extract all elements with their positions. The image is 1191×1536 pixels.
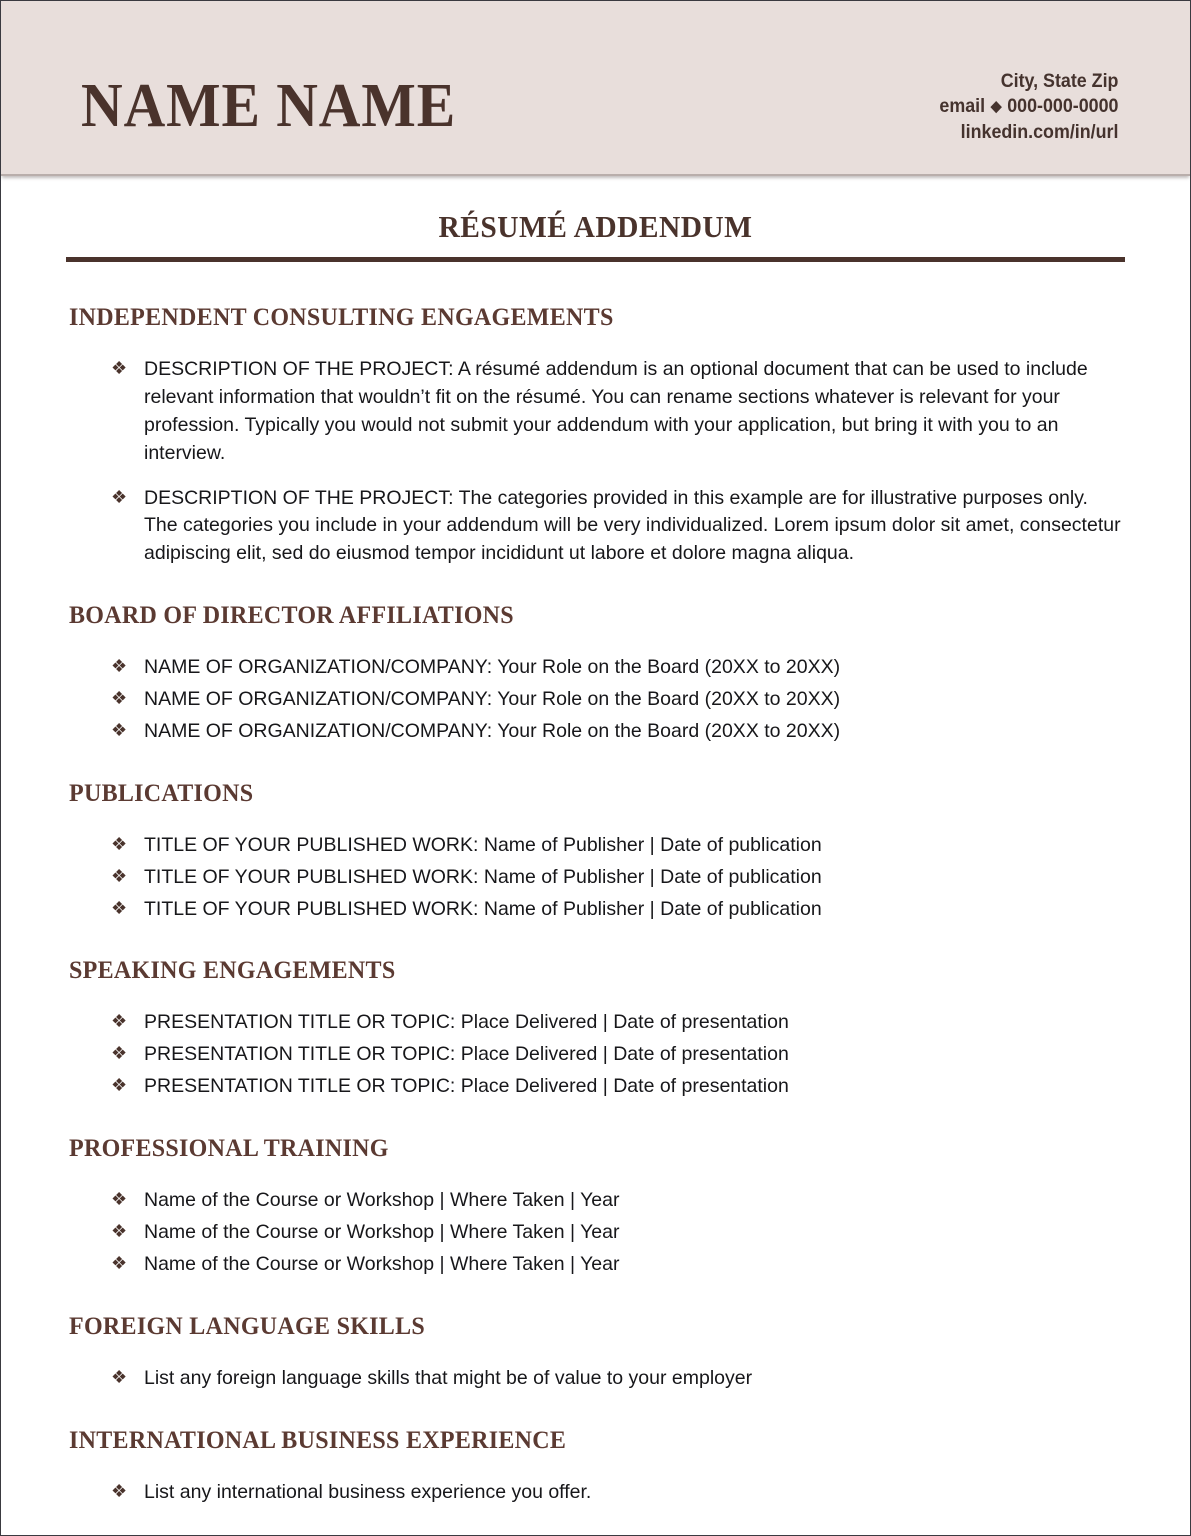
list-item-text: PRESENTATION TITLE OR TOPIC: Place Delivered | Date of presentation — [144, 1011, 789, 1034]
section — [69, 602, 1122, 746]
bullet-list — [69, 1187, 1122, 1279]
title-divider — [66, 257, 1125, 262]
list-item — [69, 1187, 1122, 1215]
list-item — [69, 686, 1122, 714]
section — [69, 1427, 1122, 1507]
list-item — [69, 1219, 1122, 1247]
contact-phone[interactable]: 000-000-0000 — [1006, 96, 1118, 118]
bullet-list — [69, 654, 1122, 746]
list-item-text: DESCRIPTION OF THE PROJECT: The categories provided in this example are for illustrative purposes only. The categories you include in your addendum will be very individualized. Lorem ipsum dolor sit amet, consectetur adipiscing elit, sed do eiusmod tempor incididunt ut labore et dolore magna aliqua. — [144, 486, 1121, 565]
list-item — [69, 1479, 1122, 1507]
list-item-text: DESCRIPTION OF THE PROJECT: A résumé addendum is an optional document that can be used to include relevant information that wouldn’t fit on the résumé. You can rename sections whatever is relevant for your profession. Typically you would not submit your addendum with your application, but bring it with you to an interview. — [144, 358, 1088, 464]
diamond-bullet-icon: ❖ — [111, 897, 128, 918]
page-title: NAME NAME — [81, 72, 457, 140]
document-title: RÉSUMÉ ADDENDUM — [438, 209, 753, 244]
list-item-text: PRESENTATION TITLE OR TOPIC: Place Delivered | Date of presentation — [144, 1075, 789, 1098]
list-item-text: NAME OF ORGANIZATION/COMPANY: Your Role on the Board (20XX to 20XX) — [144, 688, 841, 710]
list-item — [69, 654, 1122, 682]
bullet-list — [69, 832, 1122, 924]
diamond-bullet-icon: ❖ — [111, 1189, 128, 1209]
list-item — [69, 896, 1122, 924]
section — [69, 1135, 1122, 1279]
section-heading: SPEAKING ENGAGEMENTS — [69, 957, 396, 985]
diamond-bullet-icon: ❖ — [111, 688, 128, 708]
diamond-bullet-icon: ❖ — [111, 865, 128, 886]
bullet-list — [69, 356, 1122, 568]
section-heading: PROFESSIONAL TRAINING — [69, 1135, 389, 1162]
list-item — [69, 864, 1122, 892]
section — [69, 780, 1122, 924]
diamond-bullet-icon: ❖ — [111, 486, 128, 507]
diamond-bullet-icon: ❖ — [111, 1252, 128, 1273]
list-item-text: Name of the Course or Workshop | Where Taken | Year — [144, 1252, 620, 1275]
contact-location: City, State Zip — [1000, 71, 1118, 92]
diamond-bullet-icon: ❖ — [111, 1480, 128, 1501]
section-heading: FOREIGN LANGUAGE SKILLS — [69, 1312, 426, 1340]
section-heading: INDEPENDENT CONSULTING ENGAGEMENTS — [69, 304, 614, 331]
section — [69, 1313, 1122, 1393]
contact-email-phone — [939, 94, 1118, 119]
document-body — [1, 304, 1190, 1506]
section-heading: PUBLICATIONS — [69, 779, 254, 807]
diamond-bullet-icon: ❖ — [111, 1366, 128, 1387]
diamond-bullet-icon: ❖ — [111, 719, 128, 740]
list-item-text: PRESENTATION TITLE OR TOPIC: Place Delivered | Date of presentation — [144, 1043, 789, 1066]
diamond-bullet-icon: ❖ — [111, 1043, 128, 1064]
bullet-list — [69, 1479, 1122, 1507]
list-item — [69, 356, 1122, 468]
list-item-text: TITLE OF YOUR PUBLISHED WORK: Name of Publisher | Date of publication — [144, 897, 822, 920]
diamond-bullet-icon: ❖ — [111, 358, 128, 378]
contact-linkedin[interactable]: linkedin.com/in/url — [960, 121, 1118, 143]
section — [69, 957, 1122, 1101]
diamond-bullet-icon: ❖ — [111, 1220, 128, 1241]
list-item-text: List any international business experience you offer. — [144, 1480, 592, 1503]
list-item — [69, 1041, 1122, 1069]
contact-block — [939, 69, 1118, 145]
header-band — [1, 1, 1190, 176]
list-item — [69, 1251, 1122, 1279]
list-item — [69, 1009, 1122, 1037]
diamond-bullet-icon: ❖ — [111, 1075, 128, 1096]
bullet-list — [69, 1365, 1122, 1393]
list-item-text: NAME OF ORGANIZATION/COMPANY: Your Role on the Board (20XX to 20XX) — [144, 719, 841, 742]
contact-email-label[interactable]: email — [938, 96, 985, 118]
list-item — [69, 1073, 1122, 1101]
section-heading: BOARD OF DIRECTOR AFFILIATIONS — [69, 602, 514, 630]
section-heading: INTERNATIONAL BUSINESS EXPERIENCE — [69, 1426, 567, 1454]
list-item-text: TITLE OF YOUR PUBLISHED WORK: Name of Publisher | Date of publication — [144, 865, 822, 888]
list-item-text: Name of the Course or Workshop | Where Taken | Year — [144, 1189, 620, 1211]
diamond-bullet-icon: ❖ — [111, 833, 128, 854]
list-item-text: TITLE OF YOUR PUBLISHED WORK: Name of Publisher | Date of publication — [144, 833, 822, 856]
section — [69, 304, 1122, 568]
diamond-bullet-icon: ❖ — [111, 656, 128, 677]
diamond-separator-icon: ◆ — [990, 98, 1002, 116]
bullet-list — [69, 1009, 1122, 1101]
list-item-text: List any foreign language skills that might be of value to your employer — [144, 1366, 753, 1389]
list-item — [69, 485, 1122, 569]
diamond-bullet-icon: ❖ — [111, 1011, 128, 1032]
list-item — [69, 718, 1122, 746]
list-item — [69, 1365, 1122, 1393]
list-item-text: NAME OF ORGANIZATION/COMPANY: Your Role on the Board (20XX to 20XX) — [144, 656, 841, 679]
list-item — [69, 832, 1122, 860]
list-item-text: Name of the Course or Workshop | Where Taken | Year — [144, 1220, 620, 1243]
